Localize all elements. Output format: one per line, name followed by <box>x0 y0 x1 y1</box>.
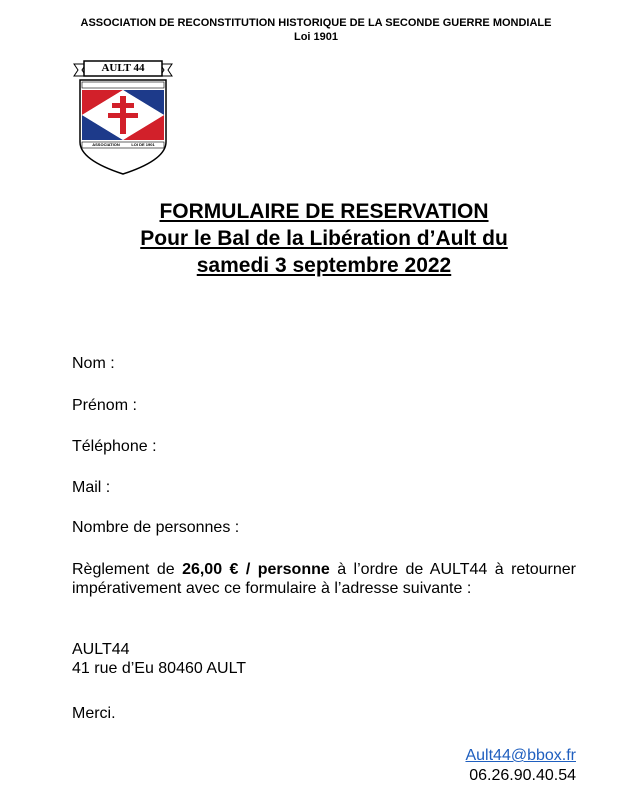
thanks-text: Merci. <box>72 705 116 722</box>
logo-bottom-right-text: LOI DE 1901 <box>131 142 155 147</box>
reglement-amount: 26,00 € / personne <box>182 561 330 578</box>
telephone-field-label: Téléphone : <box>72 438 157 455</box>
title-line-1: FORMULAIRE DE RESERVATION <box>159 200 489 223</box>
mail-field-label: Mail : <box>72 479 111 496</box>
form-title <box>60 198 588 279</box>
logo-banner-text: AULT 44 <box>101 62 145 74</box>
association-name: ASSOCIATION DE RECONSTITUTION HISTORIQUE DE LA SECONDE GUERRE MONDIALE <box>80 17 552 29</box>
nombre-personnes-field-label: Nombre de personnes : <box>72 519 240 536</box>
address-street: 41 rue d’Eu 80460 AULT <box>72 660 247 677</box>
nom-field-label: Nom : <box>72 355 115 372</box>
title-line-2: Pour le Bal de la Libération d’Ault du <box>140 227 508 250</box>
address-name: AULT44 <box>72 641 130 658</box>
shield-emblem-icon <box>72 60 174 178</box>
contact-email-link[interactable]: Ault44@bbox.fr <box>465 747 576 764</box>
law-reference: Loi 1901 <box>293 31 339 43</box>
ault44-logo <box>72 60 174 178</box>
contact-phone: 06.26.90.40.54 <box>469 767 576 784</box>
reglement-intro: Règlement de <box>72 561 183 578</box>
contact-block <box>465 746 576 786</box>
reglement-details: à l’ordre de AULT44 à retourner impérativement avec ce formulaire à l’adresse suivante : <box>72 561 577 597</box>
prenom-field-label: Prénom : <box>72 397 137 414</box>
postal-address <box>72 640 246 678</box>
association-header <box>0 16 632 44</box>
reglement-paragraph <box>72 560 576 598</box>
logo-bottom-left-text: ASSOCIATION <box>92 142 120 147</box>
title-line-3: samedi 3 septembre 2022 <box>196 254 452 277</box>
